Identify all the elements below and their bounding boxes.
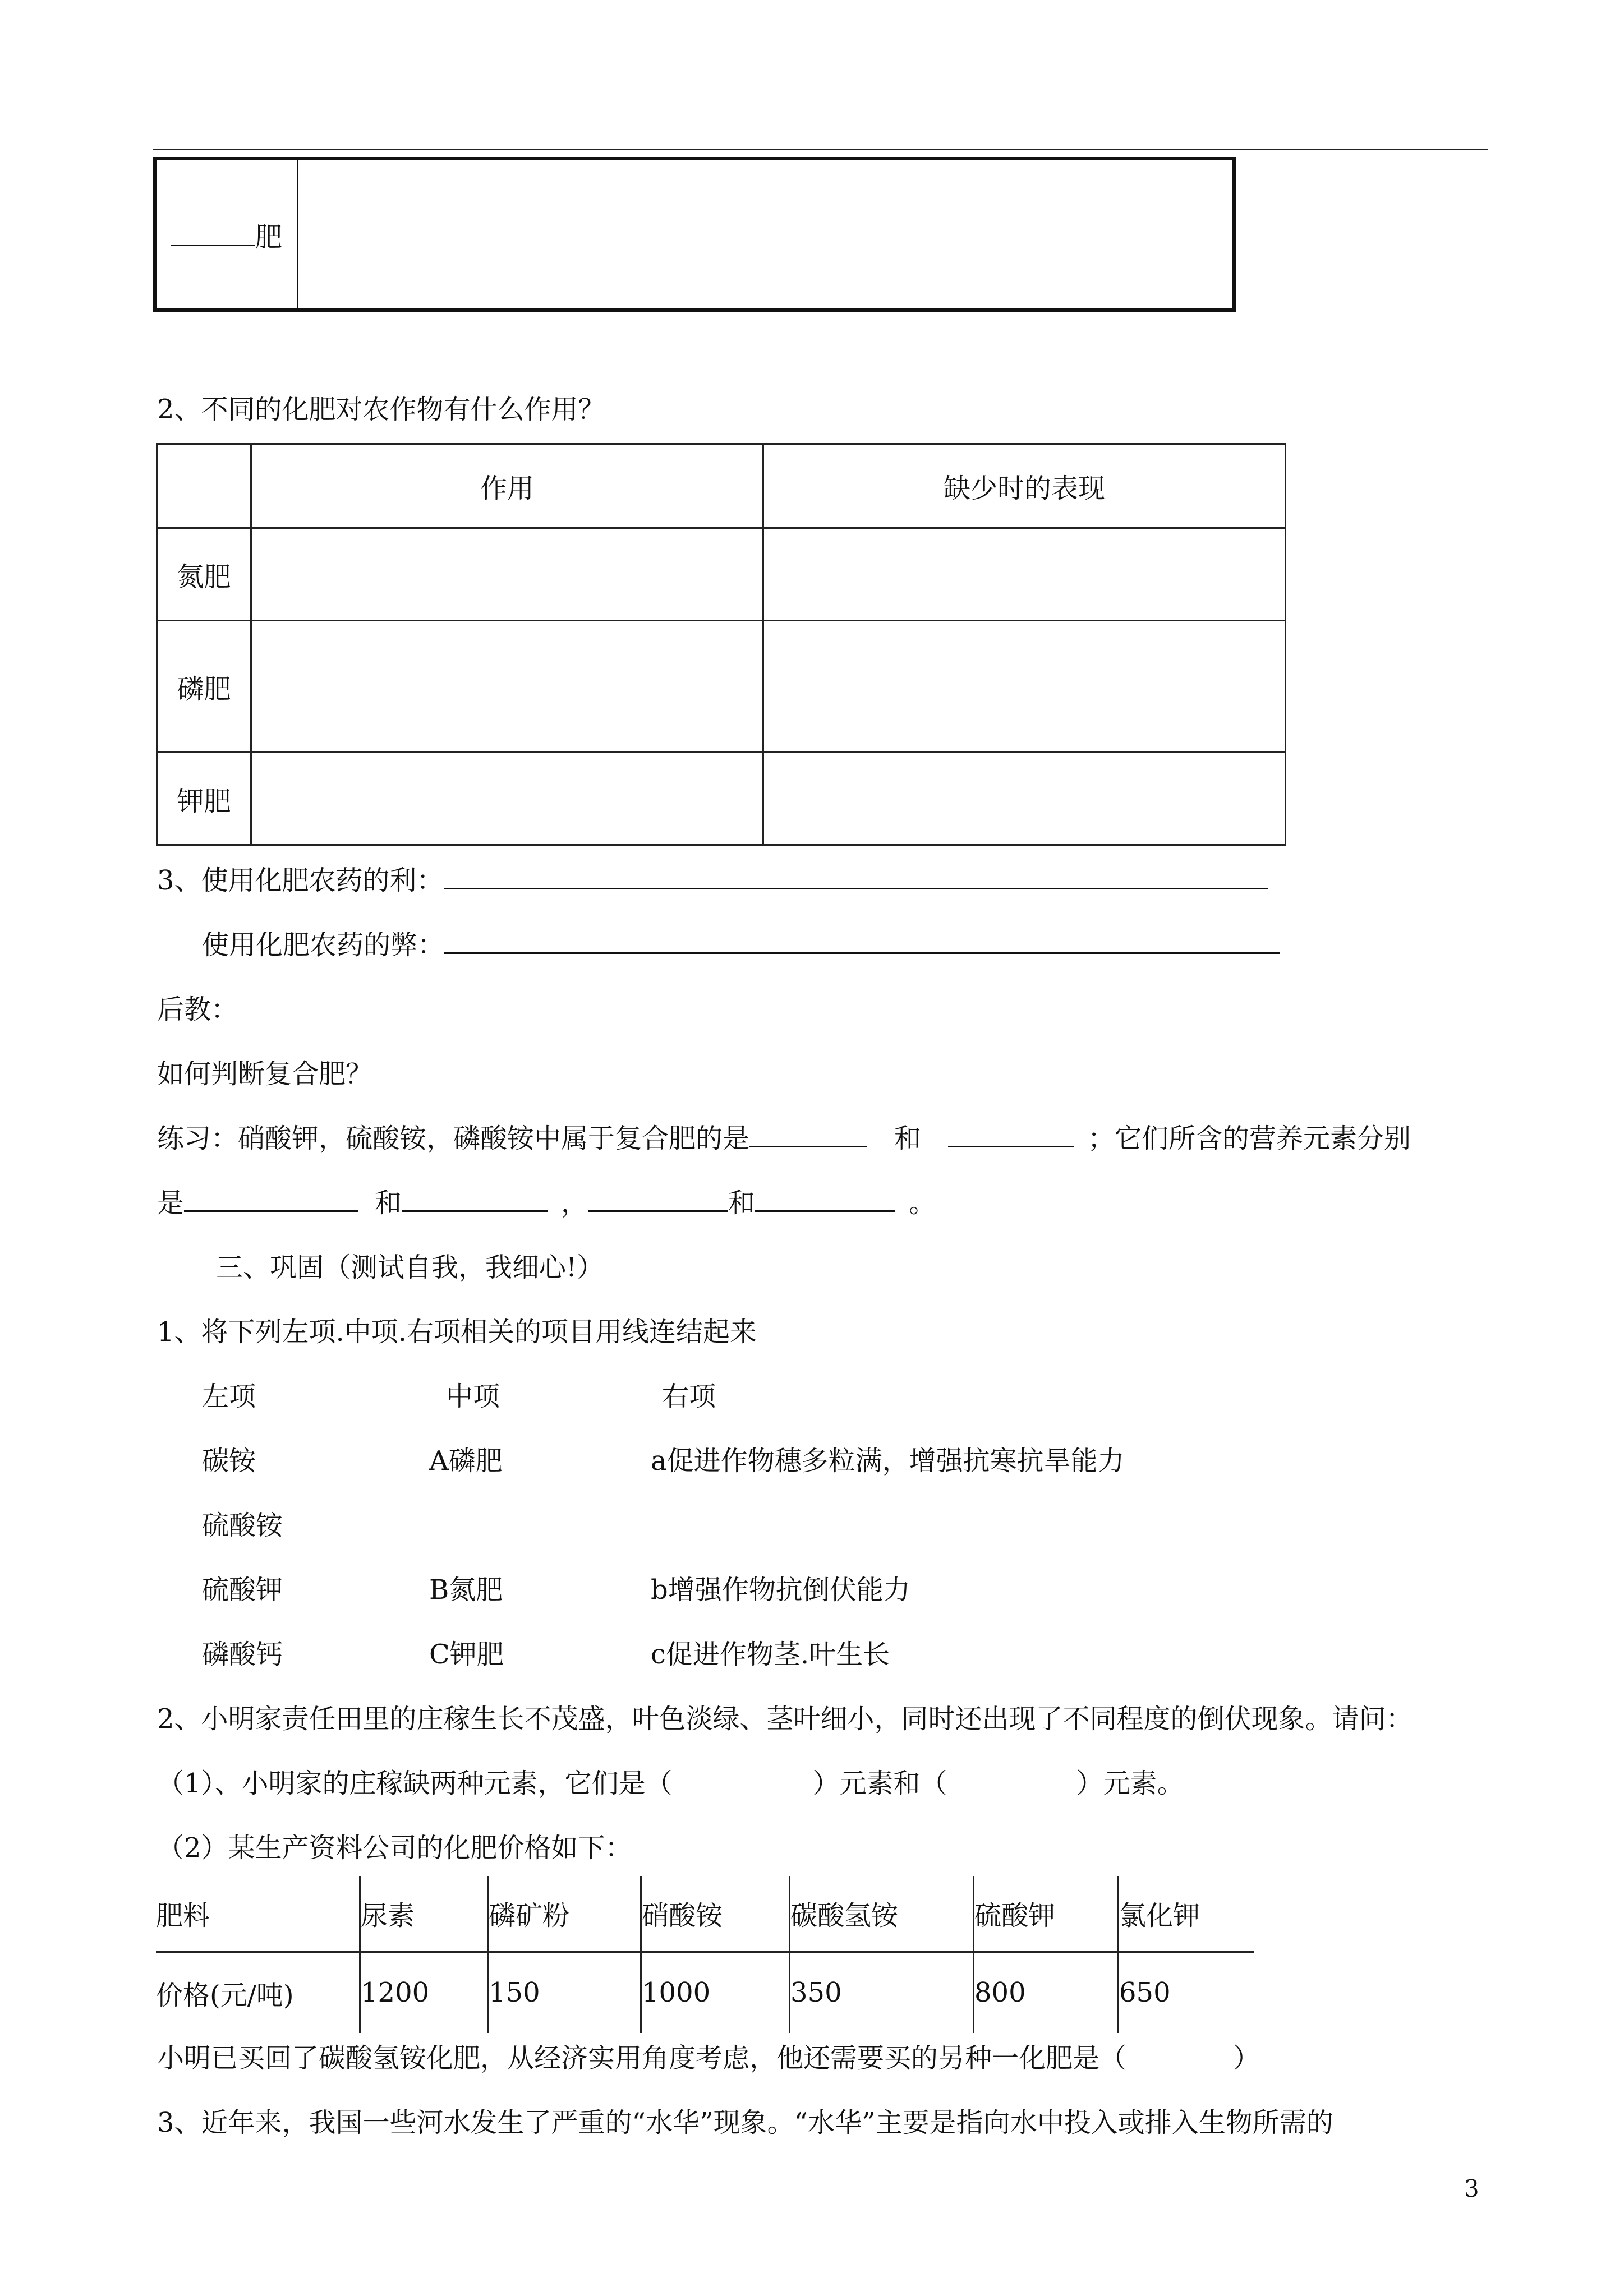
cell: [251, 528, 763, 621]
price-table: [156, 1876, 1254, 2033]
price-table-header: 磷矿粉: [488, 1876, 641, 1952]
fill-blank: [184, 1205, 358, 1212]
match-left-item: 硫酸铵: [202, 1510, 283, 1541]
match-left-item: 碳铵: [202, 1445, 256, 1477]
header-rule: [153, 149, 1488, 150]
practice-and: 和: [728, 1187, 756, 1219]
q2b-after-text: 小明已买回了碳酸氢铵化肥，从经济实用角度考虑，他还需要买的另种一化肥是（: [157, 2043, 1127, 2074]
practice-text: ；它们所含的营养元素分别: [1088, 1123, 1411, 1154]
practice-comma: ，: [561, 1187, 588, 1219]
row-label-phosphorus: 磷肥: [157, 621, 251, 753]
match-header-middle: 中项: [446, 1381, 500, 1412]
fill-blank: [444, 882, 1268, 889]
q2b-sub1-b: ）元素和（: [812, 1768, 947, 1799]
cell: [763, 528, 1286, 621]
match-title: 1、将下列左项.中项.右项相关的项目用线连结起来: [157, 1316, 757, 1348]
q2b-sub1: [157, 1767, 1184, 1800]
price-table-header: 硫酸钾: [974, 1876, 1119, 1952]
match-middle-item: B氮肥: [429, 1574, 503, 1606]
q2b-after-close: ）: [1233, 2043, 1260, 2074]
match-left-item: 硫酸钾: [202, 1574, 283, 1606]
fill-blank: [749, 1140, 867, 1147]
price-table-cell: 价格(元/吨): [156, 1979, 294, 2011]
fill-blank: [402, 1205, 548, 1212]
row-label-nitrogen: 氮肥: [157, 528, 251, 621]
price-table-header: 尿素: [360, 1876, 488, 1952]
q3-pro-line: [157, 864, 1268, 897]
practice-and: 和: [375, 1187, 402, 1219]
section3-heading: 三、巩固（测试自我，我细心!）: [216, 1252, 604, 1283]
practice-period: 。: [909, 1187, 936, 1219]
q3-con-line: [202, 928, 1280, 962]
match-header-right: 右项: [662, 1381, 716, 1412]
match-right-item: a促进作物穗多粒满，增强抗寒抗旱能力: [651, 1445, 1125, 1477]
fill-blank: [588, 1205, 728, 1212]
q2b-after: [157, 2041, 1260, 2075]
match-middle-item: A磷肥: [429, 1445, 503, 1477]
fertilizer-type-table: [153, 157, 1236, 312]
fertilizer-effects-table: [156, 443, 1286, 846]
q3-con-label: 使用化肥农药的弊：: [202, 929, 445, 961]
price-table-cell: 350: [790, 1952, 974, 2033]
price-table-header: 氯化钾: [1119, 1876, 1255, 1952]
fill-blank: [171, 239, 255, 246]
q2b-sub1-a: （1）、小明家的庄稼缺两种元素，它们是（: [157, 1768, 673, 1799]
cell: [251, 753, 763, 845]
price-table-header: 碳酸氢铵: [790, 1876, 974, 1952]
q2b-title: 2、小明家责任田里的庄稼生长不茂盛，叶色淡绿、茎叶细小，同时还出现了不同程度的倒伏现象。请问：: [157, 1703, 1413, 1735]
row-label-suffix: 肥: [255, 221, 282, 253]
match-right-item: c促进作物茎.叶生长: [651, 1639, 890, 1670]
q2b-sub2: （2）某生产资料公司的化肥价格如下：: [157, 1832, 632, 1864]
match-right-item: b增强作物抗倒伏能力: [651, 1574, 910, 1606]
q3b-text: 3、近年来，我国一些河水发生了严重的“水华”现象。“水华”主要是指向水中投入或排入生物所需的: [157, 2107, 1333, 2138]
fill-blank: [948, 1140, 1074, 1147]
price-table-header: 硝酸铵: [641, 1876, 790, 1952]
match-header-left: 左项: [202, 1381, 256, 1412]
cell: [763, 621, 1286, 753]
practice-text: 练习：硝酸钾，硫酸铵，磷酸铵中属于复合肥的是: [157, 1123, 750, 1154]
price-table-cell: 1200: [360, 1952, 488, 2033]
practice-and: 和: [894, 1123, 922, 1154]
fill-blank: [444, 947, 1280, 954]
q2b-sub1-c: ）元素。: [1076, 1768, 1184, 1799]
fertilizer-type-content-cell: [298, 159, 1235, 310]
price-table-cell: 150: [488, 1952, 641, 2033]
corner-cell: [157, 444, 251, 528]
fertilizer-type-label-cell: [155, 159, 298, 310]
practice-line1: [157, 1122, 1411, 1155]
price-table-cell: 650: [1119, 1952, 1255, 2033]
col-header-effect: 作用: [251, 444, 763, 528]
q2-title: 2、不同的化肥对农作物有什么作用？: [157, 394, 605, 425]
cell: [763, 753, 1286, 845]
price-table-cell: 800: [974, 1952, 1119, 2033]
match-left-item: 磷酸钙: [202, 1639, 283, 1670]
houjiao-heading: 后教：: [157, 994, 238, 1025]
page-number: 3: [1464, 2175, 1479, 2202]
price-table-header: 肥料: [156, 1876, 360, 1952]
price-table-cell: 1000: [641, 1952, 790, 2033]
fill-blank: [755, 1205, 895, 1212]
q3-pro-label: 3、使用化肥农药的利：: [157, 865, 444, 896]
row-label-potassium: 钾肥: [157, 753, 251, 845]
compound-question: 如何判断复合肥？: [157, 1058, 373, 1090]
practice-line2: [157, 1186, 936, 1220]
practice-text: 是: [157, 1187, 185, 1219]
cell: [251, 621, 763, 753]
match-middle-item: C钾肥: [429, 1639, 504, 1670]
col-header-deficiency: 缺少时的表现: [763, 444, 1286, 528]
